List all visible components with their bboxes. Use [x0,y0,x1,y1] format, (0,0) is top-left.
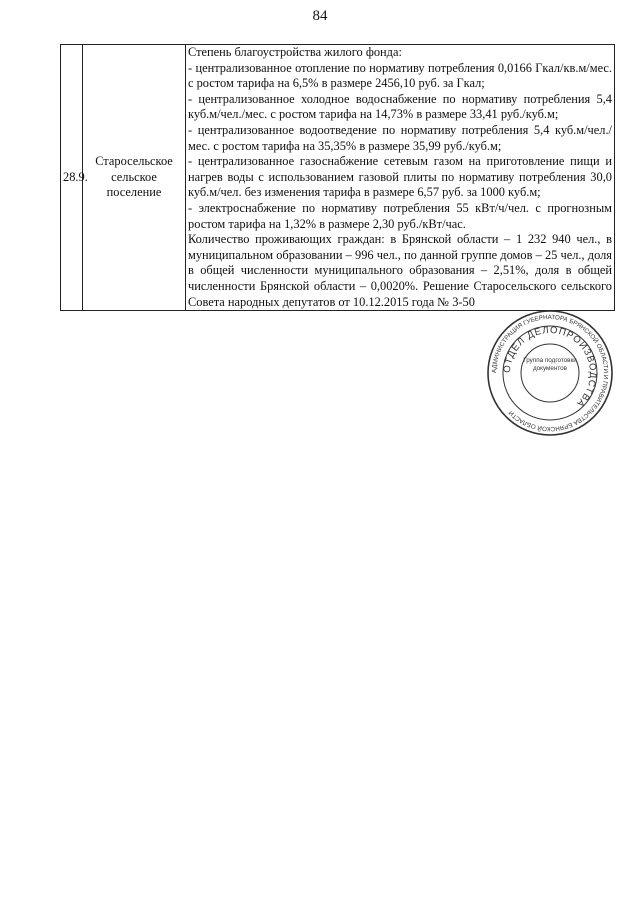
sewerage-item: - централизованное водоотведение по нормативу потребления 5,4 куб.м/чел./мес. с ростом тарифа на 35,35% в размере 35,99 руб./куб.м; [188,122,612,153]
population-paragraph: Количество проживающих граждан: в Брянской области – 1 232 940 чел., в муниципальном образовании – 996 чел., по данной группе домов – 25 чел., доля в общей численности муниципального образования – 2,51%, доля в общей численности Брянской области – 0,0020%. Решение Старосельского сельского Совета народных депутатов от 10.12.2015 года № 3-50 [188,232,612,309]
tariff-table [60,44,615,311]
heating-item: - централизованное отопление по нормативу потребления 0,0166 Гкал/кв.м/мес. с ростом тарифа на 6,5% в размере 2456,10 руб. за Гкал; [188,60,612,91]
cold-water-item: - централизованное холодное водоснабжение по нормативу потребления 5,4 куб.м/чел./мес. с ростом тарифа на 14,73% в размере 33,41 руб./куб.м; [188,91,612,122]
improvement-heading: Степень благоустройства жилого фонда: [188,45,402,59]
settlement-name: Старосельское сельское поселение [83,45,186,311]
stamp-center-text: Группа подготовки документов [523,357,577,372]
page-number: 84 [312,8,328,24]
office-stamp [486,309,614,437]
stamp-outer-text: АДМИНИСТРАЦИЯ ГУБЕРНАТОРА БРЯНСКОЙ ОБЛАСТИ И ПРАВИТЕЛЬСТВА БРЯНСКОЙ ОБЛАСТИ [490,313,610,433]
electricity-item: - электроснабжение по нормативу потребления 55 кВт/ч/чел. с прогнозным ростом тарифа на 1,32% в размере 2,30 руб./кВт/час. [188,200,612,231]
description-cell [186,45,615,311]
stamp-mid-text: ОТДЕЛ ДЕЛОПРОИЗВОДСТВА [501,324,599,410]
table-row [61,45,615,311]
row-number: 28.9. [61,45,83,311]
gas-supply-item: - централизованное газоснабжение сетевым газом на приготовление пищи и нагрев воды с использованием газовой плиты по нормативу потребления 30,0 куб.м/чел. без изменения тарифа в размере 6,57 руб. за 1000 куб.м; [188,154,612,200]
